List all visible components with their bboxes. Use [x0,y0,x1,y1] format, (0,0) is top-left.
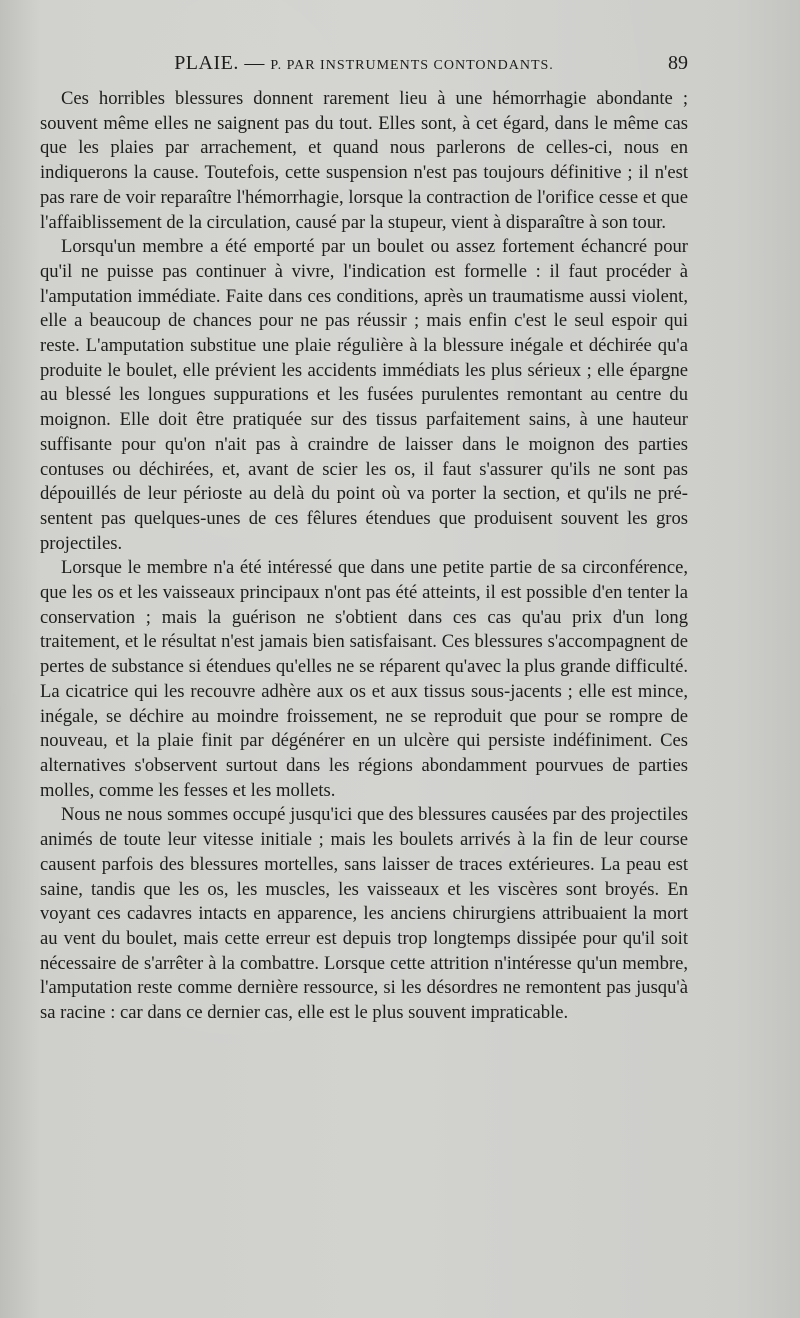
paragraph: Lorsqu'un membre a été emporté par un boulet ou assez fortement échancré pour qu'il ne puisse pas continuer à vivre, l'indication est formelle : il faut procéder à l'amputation immédiate. Faite dans ces conditions, après un traumatisme aussi violent, elle a beaucoup de chances pour ne pas réussir ; mais enfin c'est le seul espoir qui reste. L'amputation substitue une plaie régulière à la blessure inégale et déchirée qu'a produite le boulet, elle prévient les accidents immédiats les plus sérieux ; elle épargne au blessé les longues suppurations et les fusées purulentes remontant au centre du moignon. Elle doit être pratiquée sur des tissus parfaitement sains, à une hauteur suffisante pour qu'on n'ait pas à craindre de laisser dans le moignon des parties contuses ou déchirées, et, avant de scier les os, il faut s'assurer qu'ils ne sont pas dépouillés de leur périoste au delà du point où va porter la section, et qu'ils ne présentent pas quelques-unes de ces fêlures étendues que produisent souvent les gros projectiles. [40,236,688,554]
paragraph: Ces horribles blessures donnent rarement lieu à une hémorrhagie abondante ; souvent même elles ne saignent pas du tout. Elles sont, à cet égard, dans le même cas que les plaies par arrachement, et quand nous parlerons de celles-ci, nous en indiquerons la cause. Toutefois, cette suspension n'est pas toujours définitive ; il n'est pas rare de voir reparaître l'hémorrhagie, lorsque la contraction de l'orifice cesse et que l'affaiblissement de la circulation, causé par la stupeur, vient à disparaître à son tour. [40,88,688,233]
paragraph: Lorsque le membre n'a été intéressé que dans une petite partie de sa circonférence, que les os et les vaisseaux principaux n'ont pas été atteints, il est possible d'en tenter la conservation ; mais la guérison ne s'obtient dans ces cas qu'au prix d'un long traitement, et le résultat n'est jamais bien satisfaisant. Ces blessures s'accompagnent de pertes de substance si étendues qu'elles ne se réparent qu'avec la plus grande difficulté. La cicatrice qui les recouvre adhère aux os et aux tissus sous-jacents ; elle est mince, inégale, se déchire au moindre froissement, ne se reproduit que pour se rompre de nouveau, et la plaie finit par dégénérer en un ulcère qui persiste indéfiniment. Ces alternatives s'observent surtout dans les régions abondamment pourvues de parties molles, comme les fesses et les mollets. [40,557,688,801]
running-header [40,52,688,80]
title-main: PLAIE. [174,52,239,74]
page-number: 89 [668,52,688,74]
title-subtitle: P. PAR INSTRUMENTS CONTONDANTS. [270,58,554,73]
paragraph: Nous ne nous sommes occupé jusqu'ici que des blessures causées par des projectiles animés de toute leur vitesse initiale ; mais les boulets arrivés à la fin de leur course causent parfois des blessures mortelles, sans laisser de traces extérieures. La peau est saine, tandis que les os, les muscles, les vaisseaux et les viscères sont broyés. En voyant ces cadavres intacts en apparence, les anciens chirurgiens attribuaient la mort au vent du boulet, mais cette erreur est depuis trop longtemps dissipée pour qu'il soit nécessaire de s'arrêter à la combattre. Lorsque cette attrition n'intéresse qu'un membre, l'amputation reste comme dernière ressource, si les désordres ne remontent pas jusqu'à sa racine : car dans ce dernier cas, elle est le plus souvent impraticable. [40,804,688,1024]
body-text [40,87,688,1026]
title-dash: — [238,52,271,74]
running-title [40,52,688,75]
